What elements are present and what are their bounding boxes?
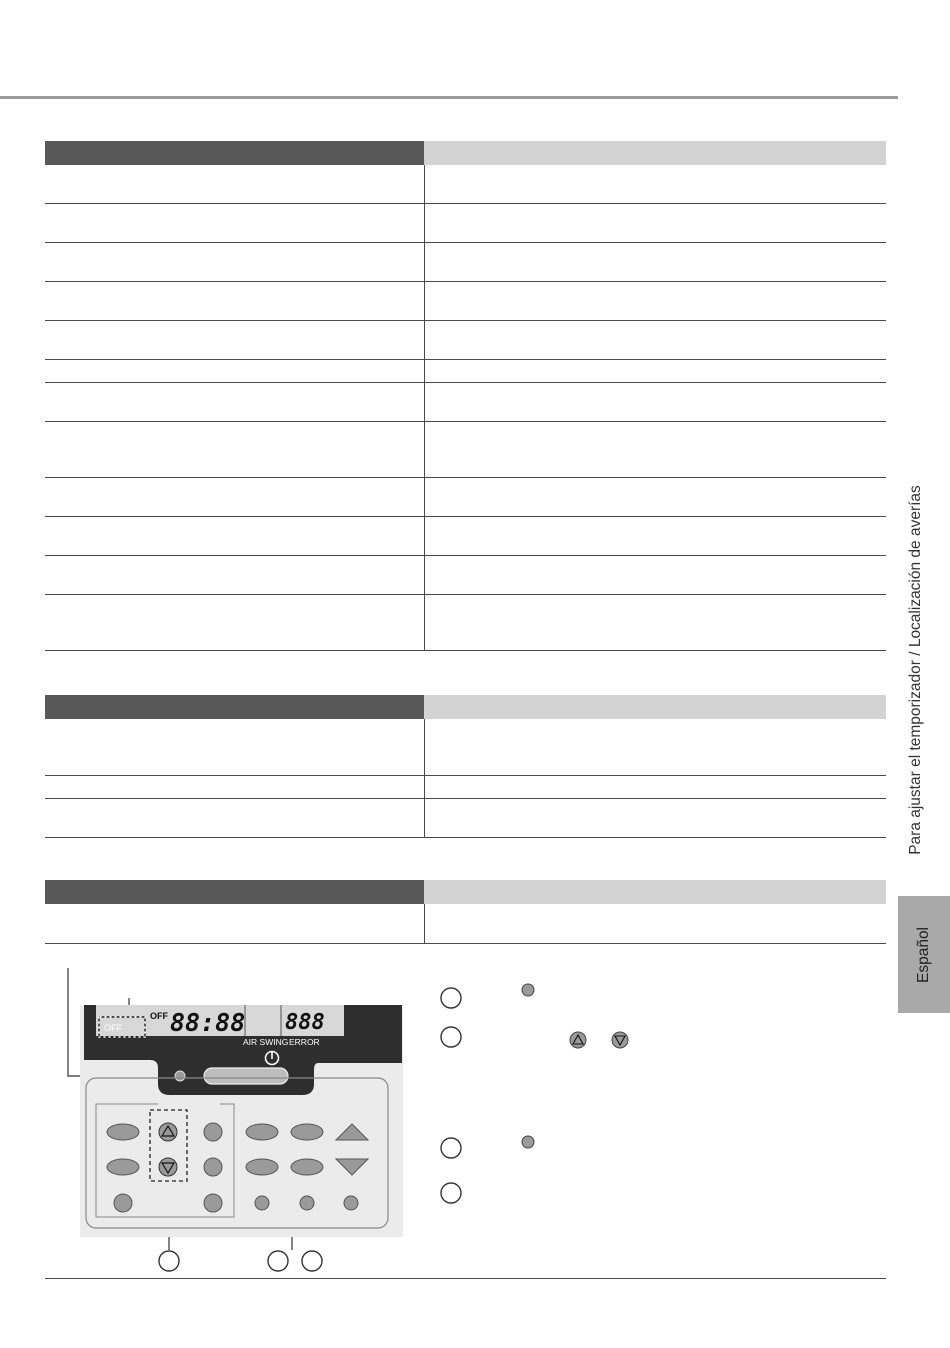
language-tab-label: Español	[915, 926, 933, 983]
table-row	[45, 243, 886, 282]
table-row	[45, 719, 886, 776]
off-indicator-label: OFF	[104, 1023, 122, 1033]
on-off-button[interactable]	[204, 1068, 288, 1084]
step-marker	[441, 1027, 461, 1047]
step-marker	[441, 1183, 461, 1203]
step-marker	[441, 988, 461, 1008]
table-1-header	[45, 141, 886, 165]
table-1	[45, 141, 886, 651]
table-2	[45, 695, 886, 838]
check-button-icon	[522, 984, 534, 996]
table-3-header	[45, 880, 886, 904]
lcd-code-readout: 888	[285, 1010, 325, 1035]
remote-button[interactable]	[107, 1159, 139, 1175]
set-button[interactable]	[255, 1196, 269, 1210]
step-marker	[441, 1138, 461, 1158]
remote-button[interactable]	[246, 1124, 278, 1140]
remote-button[interactable]	[204, 1158, 222, 1176]
table-row	[45, 556, 886, 595]
table-row	[45, 422, 886, 478]
step-marker	[159, 1251, 179, 1271]
table-row	[45, 478, 886, 517]
remote-button[interactable]	[204, 1194, 222, 1212]
remote-button[interactable]	[291, 1124, 323, 1140]
remote-button[interactable]	[107, 1124, 139, 1140]
language-tab[interactable]	[898, 896, 950, 1013]
table-row	[45, 282, 886, 321]
table-row	[45, 776, 886, 799]
lcd-time-readout: 88:88	[170, 1008, 246, 1037]
top-rule	[0, 96, 898, 99]
air-swing-label: AIR SWING	[243, 1037, 289, 1047]
remote-button[interactable]	[114, 1194, 132, 1212]
bottom-rule	[45, 1278, 886, 1279]
table-row	[45, 517, 886, 556]
table-row	[45, 595, 886, 651]
table-row	[45, 799, 886, 838]
table-row	[45, 360, 886, 383]
table-row	[45, 165, 886, 204]
check-button[interactable]	[175, 1071, 185, 1081]
step-marker	[302, 1251, 322, 1271]
section-side-label	[901, 454, 931, 886]
remote-button[interactable]	[204, 1123, 222, 1141]
remote-button[interactable]	[291, 1159, 323, 1175]
table-row	[45, 321, 886, 360]
remote-button[interactable]	[300, 1196, 314, 1210]
table-2-header	[45, 695, 886, 719]
table-row	[45, 904, 886, 944]
table-row	[45, 383, 886, 422]
table-row	[45, 204, 886, 243]
step-marker	[268, 1251, 288, 1271]
section-side-label-text: Para ajustar el temporizador / Localización de averías	[907, 485, 925, 855]
table-3	[45, 880, 886, 944]
check-button-icon	[522, 1136, 534, 1148]
lcd-off-label: OFF	[150, 1011, 168, 1021]
remote-button[interactable]	[246, 1159, 278, 1175]
remote-button[interactable]	[344, 1196, 358, 1210]
error-label: ERROR	[289, 1037, 320, 1047]
